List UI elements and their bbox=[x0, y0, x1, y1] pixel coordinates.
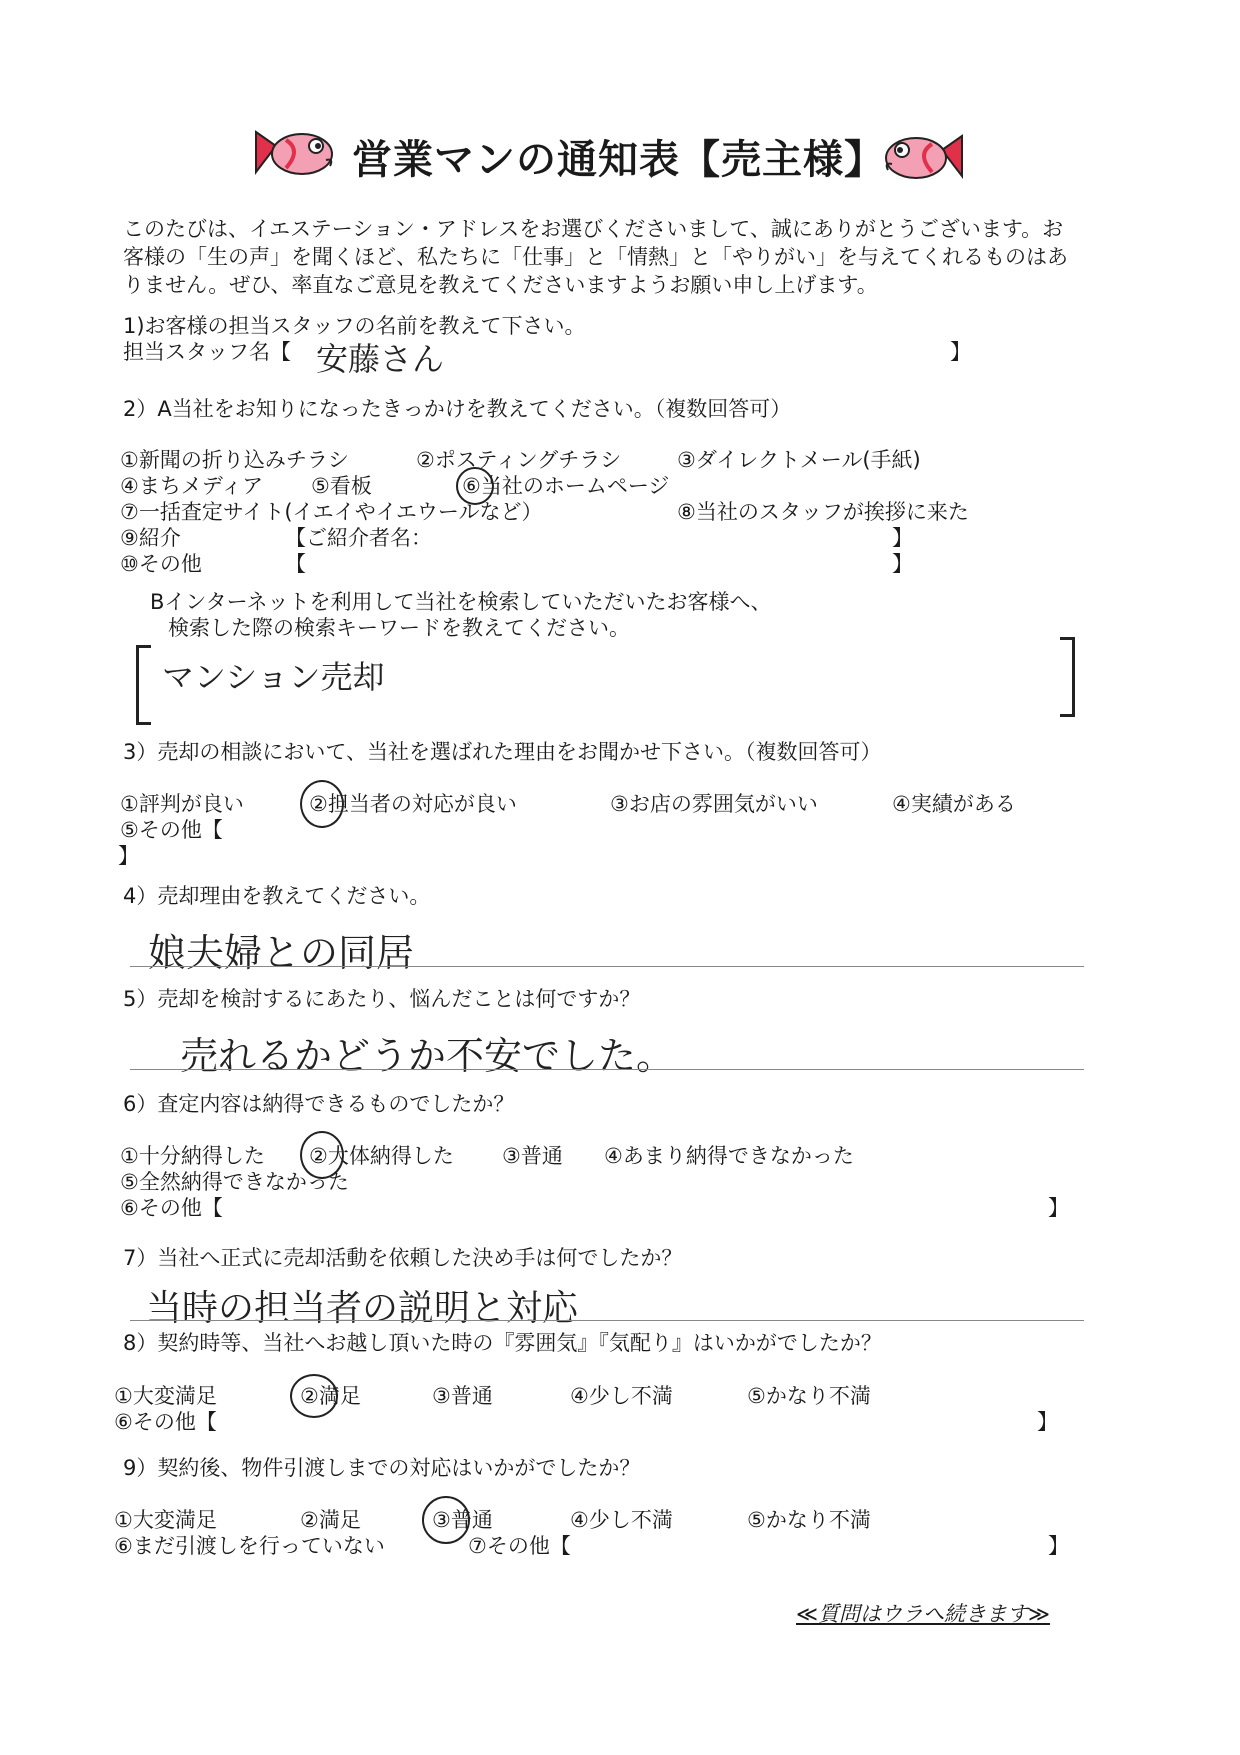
q7-rule bbox=[130, 1320, 1084, 1321]
q6-option-4: ④あまり納得できなかった bbox=[604, 1144, 854, 1168]
q9-option-1: ①大変満足 bbox=[114, 1508, 217, 1532]
q3-close-bracket: 】 bbox=[118, 844, 139, 868]
q2-option-5: ⑤看板 bbox=[311, 474, 372, 498]
q3-option-3: ③お店の雰囲気がいい bbox=[610, 792, 818, 816]
q1-answer: 安藤さん bbox=[316, 340, 445, 378]
q8-option-2: ②満足 bbox=[300, 1384, 361, 1408]
q1-question: 1)お客様の担当スタッフの名前を教えて下さい。 bbox=[123, 314, 586, 338]
q9-option-6: ⑥まだ引渡しを行っていない bbox=[114, 1534, 385, 1558]
q6-option-6: ⑥その他【 bbox=[120, 1196, 223, 1220]
q2-option-3: ③ダイレクトメール(手紙) bbox=[677, 448, 921, 472]
q6-option-1: ①十分納得した bbox=[120, 1144, 265, 1168]
q3-option-4: ④実績がある bbox=[892, 792, 1016, 816]
intro-text: このたびは、イエステーション・アドレスをお選びくださいまして、誠にありがとうございます。お客様の「生の声」を聞くほど、私たちに「仕事」と「情熱」と「やりがい」を与えてくれるものはありません。ぜひ、率直なご意見を教えてくださいますようお願い申し上げます。 bbox=[123, 217, 1068, 297]
q3-option-2: ②担当者の対応が良い bbox=[309, 792, 517, 816]
q9-option-5: ⑤かなり不満 bbox=[747, 1508, 871, 1532]
q2-option-10: ⑩その他 bbox=[120, 552, 202, 576]
q5-answer: 売れるかどうか不安でした。 bbox=[180, 1034, 675, 1078]
fish-left-icon bbox=[246, 120, 342, 184]
q1-label: 担当スタッフ名【 bbox=[123, 340, 291, 364]
q6-option-5: ⑤全然納得できなかった bbox=[120, 1170, 349, 1194]
q2-option-7: ⑦一括査定サイト(イエイやイエウールなど） bbox=[120, 500, 543, 524]
q1-close-bracket: 】 bbox=[950, 340, 971, 364]
q6-question: 6）査定内容は納得できるものでしたか？ bbox=[123, 1092, 515, 1116]
q5-question: 5）売却を検討するにあたり、悩んだことは何ですか？ bbox=[123, 987, 641, 1011]
q8-option-3: ③普通 bbox=[432, 1384, 493, 1408]
q6-option-3: ③普通 bbox=[502, 1144, 563, 1168]
q2-b-line2: 検索した際の検索キーワードを教えてください。 bbox=[168, 616, 630, 640]
q4-answer: 娘夫婦との同居 bbox=[148, 931, 415, 975]
q5-rule bbox=[130, 1069, 1084, 1070]
q2-option-1: ①新聞の折り込みチラシ bbox=[120, 448, 349, 472]
q4-rule bbox=[130, 966, 1084, 967]
q3-option-2-circle bbox=[300, 780, 344, 828]
q2-b-line1: Bインターネットを利用して当社を検索していただいたお客様へ、 bbox=[150, 590, 772, 614]
q2-option-4: ④まちメディア bbox=[120, 474, 264, 498]
q2-option-9-field: 【ご紹介者名： bbox=[285, 526, 432, 550]
q8-close-bracket: 】 bbox=[1037, 1410, 1058, 1434]
q8-question: 8）契約時等、当社へお越し頂いた時の『雰囲気』『気配り』はいかがでしたか？ bbox=[123, 1331, 882, 1355]
q2-option-8: ⑧当社のスタッフが挨拶に来た bbox=[677, 500, 969, 524]
q8-option-4: ④少し不満 bbox=[570, 1384, 673, 1408]
q4-question: 4）売却理由を教えてください。 bbox=[123, 884, 431, 908]
q2-option-10-close: 】 bbox=[892, 552, 913, 576]
q6-option-2: ②大体納得した bbox=[309, 1144, 454, 1168]
q7-question: 7）当社へ正式に売却活動を依頼した決め手は何でしたか？ bbox=[123, 1246, 683, 1270]
q2-option-10-field: 【 bbox=[285, 552, 306, 576]
page-title: 営業マンの通知表【売主様】 bbox=[352, 137, 885, 183]
q9-close-bracket: 】 bbox=[1048, 1534, 1069, 1558]
q2-b-close-bracket bbox=[1060, 637, 1075, 717]
q8-option-5: ⑤かなり不満 bbox=[747, 1384, 871, 1408]
q9-question: 9）契約後、物件引渡しまでの対応はいかがでしたか？ bbox=[123, 1456, 641, 1480]
q6-close-bracket: 】 bbox=[1048, 1196, 1069, 1220]
q3-question: 3）売却の相談において、当社を選ばれた理由をお聞かせ下さい。（複数回答可） bbox=[123, 740, 882, 764]
fish-right-icon bbox=[876, 124, 972, 188]
q3-option-1: ①評判が良い bbox=[120, 792, 244, 816]
continue-note: ≪質問はウラへ続きます≫ bbox=[796, 1602, 1050, 1626]
q2-b-open-bracket bbox=[136, 645, 151, 725]
q2-b-answer: マンション売却 bbox=[162, 658, 385, 696]
q9-option-2: ②満足 bbox=[300, 1508, 361, 1532]
q2-option-6: ⑥当社のホームページ bbox=[462, 474, 670, 498]
q2-option-9: ⑨紹介 bbox=[120, 526, 181, 550]
q9-option-4: ④少し不満 bbox=[570, 1508, 673, 1532]
q8-option-2-circle bbox=[290, 1374, 338, 1418]
q2-option-9-close: 】 bbox=[892, 526, 913, 550]
q8-option-1: ①大変満足 bbox=[114, 1384, 217, 1408]
q2-option-2: ②ポスティングチラシ bbox=[416, 448, 622, 472]
q8-option-6: ⑥その他【 bbox=[114, 1410, 217, 1434]
q3-option-5: ⑤その他【 bbox=[120, 818, 223, 842]
q9-option-3: ③普通 bbox=[432, 1508, 493, 1532]
q7-answer: 当時の担当者の説明と対応 bbox=[146, 1288, 579, 1329]
q9-option-3-circle bbox=[422, 1496, 470, 1544]
q2-question: 2）A当社をお知りになったきっかけを教えてください。（複数回答可） bbox=[123, 397, 792, 421]
q9-option-7: ⑦その他【 bbox=[468, 1534, 571, 1558]
